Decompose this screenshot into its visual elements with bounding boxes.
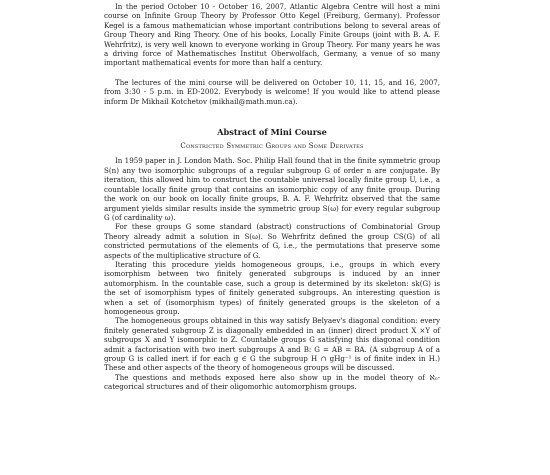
abstract-paragraph-1: In 1959 paper in J. London Math. Soc. Philip Hall found that in the finite symmetric group S(n) any two isomorphic subgroups of a regular subgroup G of order n are conjugate. By iteration, this allowed him to construct the countable universal locally finite group U, i.e., a countable locally finite group that contains an isomorphic copy of any finite group. During the work on our book on locally finite groups, B. A. F. Wehrfritz observed that the same argument yields similar results inside the symmetric group S(ω) for every regular subgroup G (of cardinality ω).	[104, 156, 440, 222]
document-page	[104, 2, 440, 392]
abstract-paragraph-4: The homogeneous groups obtained in this way satisfy Belyaev's diagonal condition: every finitely generated subgroup Z is diagonally embedded in an (inner) direct product X ×Y of subgroups X and Y isomorphic to Z. Countable groups G satisfying this diagonal condition admit a factorisation with two inert subgroups A and B: G = AB = BA. (A subgroup A of a group G is called inert if for each g ∈ G the subgroup H ∩ gHg⁻¹ is of finite index in H.) These and other aspects of the theory of homogeneous groups will be discussed.	[104, 316, 440, 373]
abstract-subheading: Constricted Symmetric Groups and Some Derivates	[180, 141, 364, 151]
abstract-paragraph-3: Iterating this procedure yields homogeneous groups, i.e., groups in which every isomorphism between two finitely generated subgroups is induced by an inner automorphism. In the countable case, such a group is determined by its skeleton: sk(G) is the set of isomorphism types of finitely generated subgroups. An interesting question is when a set of (isomorphism types) of finitely generated groups is the skeleton of a homogeneous group.	[104, 259, 440, 316]
abstract-heading: Abstract of Mini Course	[217, 127, 327, 138]
abstract-paragraph-5: The questions and methods exposed here also show up in the model theory of ℵ₀-categorical structures and of their oligomorhic automorphism groups.	[104, 372, 440, 392]
intro-paragraph-2: The lectures of the mini course will be delivered on October 10, 11, 15, and 16, 2007, from 3:30 - 5 p.m. in ED-2002. Everybody is welcome! If you would like to attend please inform Dr Mikhail Kotchetov (mikhail@math.mun.ca).	[104, 77, 440, 106]
intro-paragraph-1: In the period October 10 - October 16, 2007, Atlantic Algebra Centre will host a mini course on Infinite Group Theory by Professor Otto Kegel (Freiburg, Germany). Professor Kegel is a famous mathematician whose important contributions belong to several areas of Group Theory and Ring Theory. One of his books, Locally Finite Groups (joint with B. A. F. Wehrfritz), is very well known to everyone working in Group Theory. For many years he was a driving force of Mathematisches Institut Oberwolfach, Germany, a venue of so many important mathematical events for more than half a century.	[104, 2, 440, 68]
abstract-paragraph-2: For these groups G some standard (abstract) constructions of Combinatorial Group Theory already admit a solution in S(ω). So Wehrfritz defined the group CS(G) of all constricted permutations of the elements of G, i.e., the permutations that preserve some aspects of the multiplicative structure of G.	[104, 222, 440, 260]
